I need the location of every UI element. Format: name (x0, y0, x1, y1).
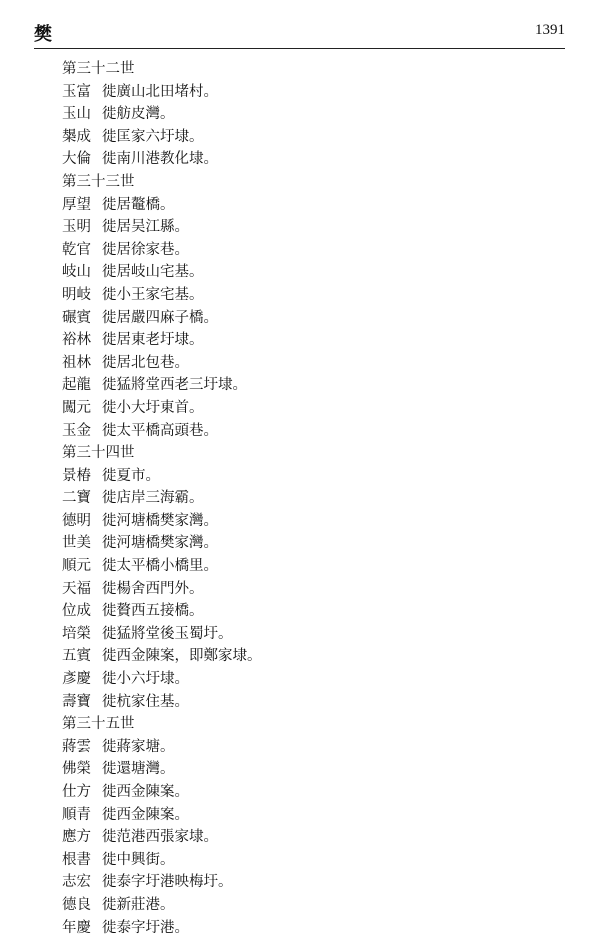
person-name: 志宏 (62, 874, 91, 891)
generation-heading: 第三十四世 (62, 445, 135, 462)
migration-note: 徙居北包巷。 (102, 354, 189, 371)
person-name: 厚望 (62, 196, 91, 213)
migration-note: 徙泰字圩港。 (102, 919, 189, 936)
person-entry (62, 736, 562, 759)
migration-note: 徙居鼇橋。 (102, 196, 175, 213)
migration-note: 徙居嚴四麻子橋。 (102, 309, 218, 326)
migration-note: 徙還塘灣。 (102, 761, 175, 778)
person-name: 大倫 (62, 151, 91, 168)
migration-note: 徙蔣家塘。 (102, 738, 175, 755)
migration-note: 徙杭家住基。 (102, 693, 189, 710)
person-name: 起龍 (62, 377, 91, 394)
migration-note: 徙猛將堂西老三圩埭。 (102, 377, 247, 394)
migration-note: 徙贅西五接橋。 (102, 603, 204, 620)
person-entry (62, 555, 562, 578)
person-entry (62, 239, 562, 262)
migration-note: 徙小大圩東首。 (102, 399, 204, 416)
person-entry (62, 329, 562, 352)
person-name: 玉山 (62, 106, 91, 123)
generation-heading: 第三十二世 (62, 61, 135, 77)
person-entry (62, 668, 562, 691)
person-entry (62, 894, 562, 917)
person-entry (62, 645, 562, 668)
migration-note: 徙小王家宅基。 (102, 286, 204, 303)
person-entry (62, 917, 562, 939)
migration-note: 徙楊舍西門外。 (102, 580, 204, 597)
person-entry (62, 487, 562, 510)
generation-heading: 第三十五世 (62, 716, 135, 733)
person-name: 彥慶 (62, 671, 91, 688)
migration-note: 徙廣山北田堵村。 (102, 83, 218, 100)
person-name: 德良 (62, 896, 91, 913)
person-entry (62, 352, 562, 375)
person-entry (62, 126, 562, 149)
migration-note: 徙居東老圩埭。 (102, 332, 204, 349)
migration-note: 徙西金陳案，即鄭家埭。 (102, 648, 262, 665)
person-name: 玉富 (62, 83, 91, 100)
person-entry (62, 849, 562, 872)
generation-heading: 第三十三世 (62, 173, 135, 190)
migration-note: 徙中興街。 (102, 851, 175, 868)
person-entry (62, 81, 562, 104)
person-name: 位成 (62, 603, 91, 620)
person-name: 根書 (62, 851, 91, 868)
person-entry (62, 307, 562, 330)
migration-note: 徙西金陳案。 (102, 784, 189, 800)
person-name: 仕方 (62, 784, 91, 800)
migration-note: 徙太平橋小橋里。 (102, 558, 218, 575)
person-name: 培榮 (62, 625, 91, 642)
person-name: 五賓 (62, 648, 91, 665)
genealogy-list (62, 58, 562, 939)
person-entry (62, 510, 562, 533)
migration-note: 徙猛將堂後玉蜀圩。 (102, 625, 233, 642)
person-entry (62, 374, 562, 397)
migration-note: 徙河塘橋樊家灣。 (102, 535, 218, 552)
migration-note: 徙居岐山宅基。 (102, 264, 204, 281)
person-name: 蔣雲 (62, 738, 91, 755)
migration-note: 徙匡家六圩埭。 (102, 128, 204, 145)
person-name: 佛榮 (62, 761, 91, 778)
person-entry (62, 623, 562, 646)
person-entry (62, 465, 562, 488)
migration-note: 徙居吴江縣。 (102, 219, 189, 236)
migration-note: 徙店岸三海霸。 (102, 490, 204, 507)
person-entry (62, 532, 562, 555)
person-name: 德明 (62, 512, 91, 529)
migration-note: 徙河塘橋樊家灣。 (102, 512, 218, 529)
person-entry (62, 420, 562, 443)
person-name: 景椿 (62, 467, 91, 484)
person-entry (62, 284, 562, 307)
person-entry (62, 578, 562, 601)
person-name: 應方 (62, 829, 91, 846)
person-entry (62, 691, 562, 714)
person-name: 槼成 (62, 128, 91, 145)
migration-note: 徙舫皮灣。 (102, 106, 175, 123)
person-entry (62, 397, 562, 420)
page-number: 1391 (535, 22, 565, 38)
person-name: 順青 (62, 806, 91, 823)
person-name: 順元 (62, 558, 91, 575)
migration-note: 徙夏市。 (102, 467, 160, 484)
person-entry (62, 261, 562, 284)
migration-note: 徙新莊港。 (102, 896, 175, 913)
person-name: 明岐 (62, 286, 91, 303)
person-entry (62, 871, 562, 894)
person-name: 玉明 (62, 219, 91, 236)
person-entry (62, 148, 562, 171)
migration-note: 徙太平橋高頭巷。 (102, 422, 218, 439)
migration-note: 徙南川港教化埭。 (102, 151, 218, 168)
person-name: 年慶 (62, 919, 91, 936)
person-name: 岐山 (62, 264, 91, 281)
person-name: 世美 (62, 535, 91, 552)
person-entry (62, 826, 562, 849)
page-header (34, 18, 565, 49)
person-name: 壽寶 (62, 693, 91, 710)
person-entry (62, 600, 562, 623)
person-entry (62, 216, 562, 239)
person-name: 天福 (62, 580, 91, 597)
person-entry (62, 804, 562, 827)
migration-note: 徙范港西張家埭。 (102, 829, 218, 846)
migration-note: 徙居徐家巷。 (102, 241, 189, 258)
person-name: 裕林 (62, 332, 91, 349)
surname-heading: 樊 (34, 24, 52, 45)
person-name: 碾賓 (62, 309, 91, 326)
person-name: 祖林 (62, 354, 91, 371)
person-name: 二寶 (62, 490, 91, 507)
person-name: 闖元 (62, 399, 91, 416)
migration-note: 徙小六圩埭。 (102, 671, 189, 688)
person-name: 玉金 (62, 422, 91, 439)
person-entry (62, 194, 562, 217)
person-entry (62, 103, 562, 126)
person-name: 乾官 (62, 241, 91, 258)
person-entry (62, 781, 562, 804)
migration-note: 徙西金陳案。 (102, 806, 189, 823)
migration-note: 徙泰字圩港映梅圩。 (102, 874, 233, 891)
person-entry (62, 758, 562, 781)
